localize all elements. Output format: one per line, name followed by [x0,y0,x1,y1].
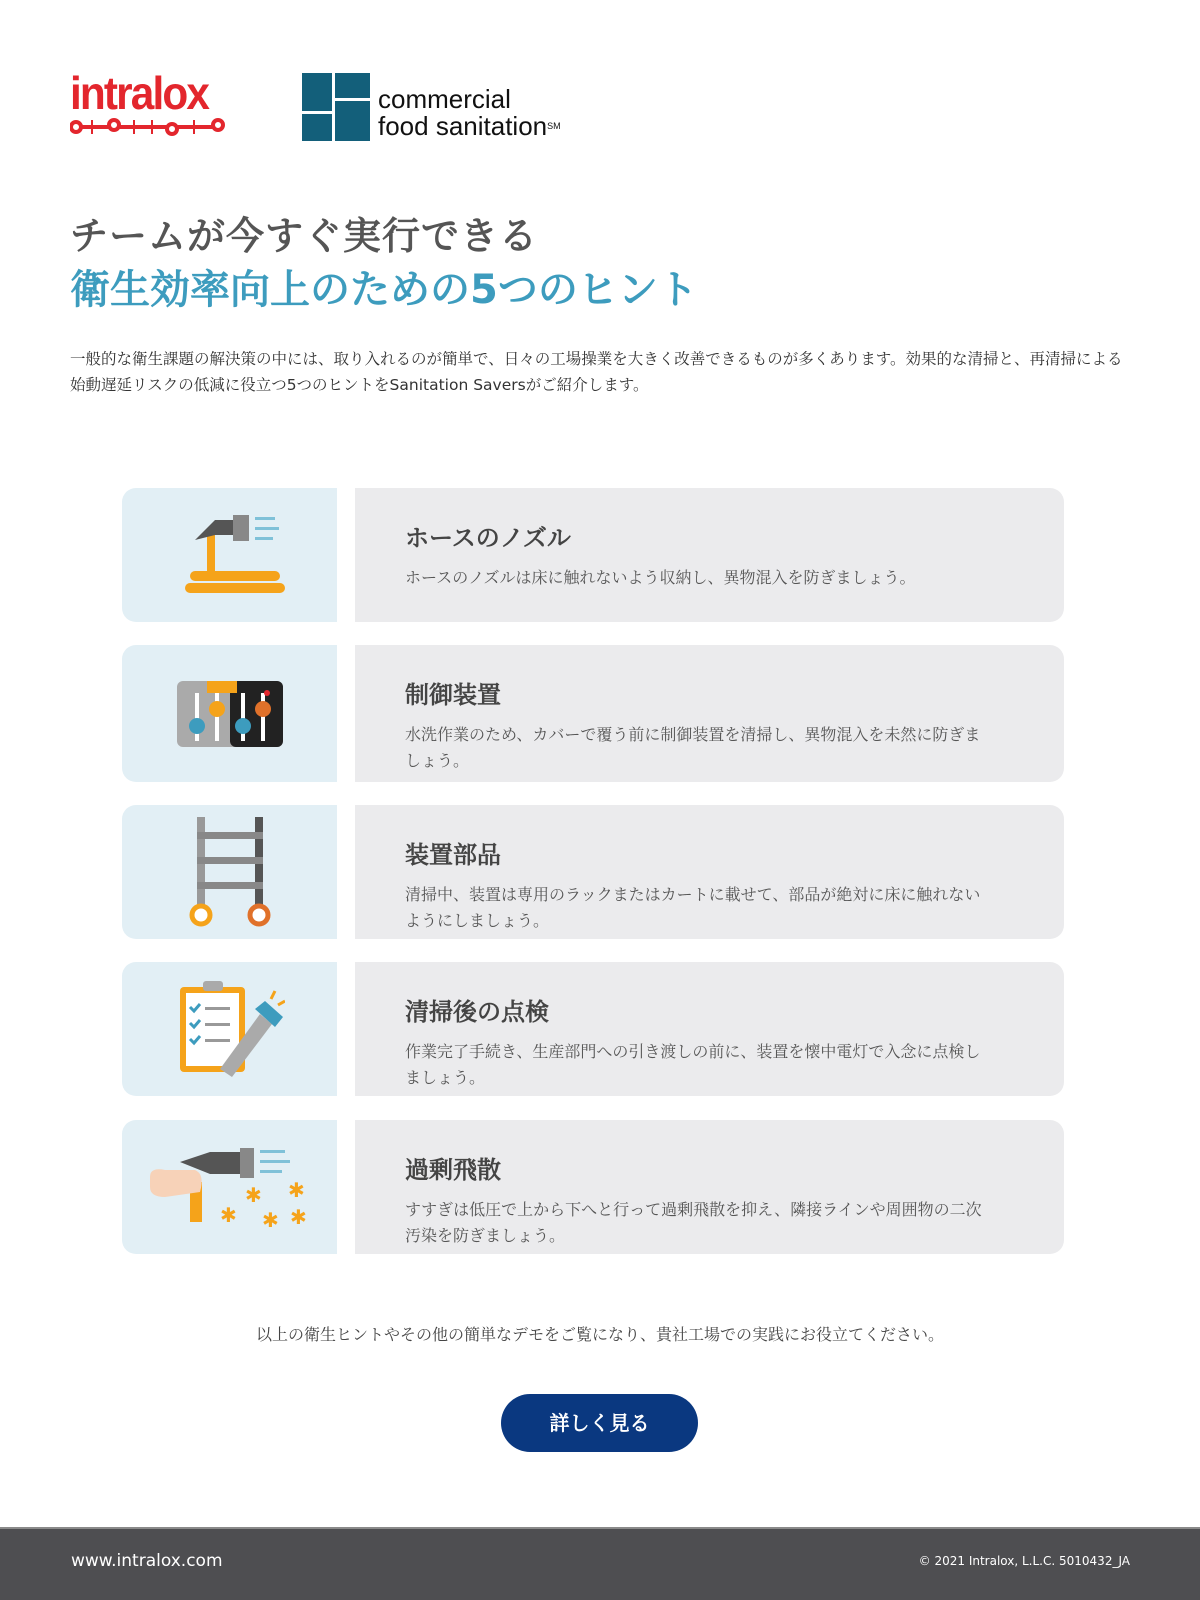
title-line-2: 衛生効率向上のための5つのヒント [70,267,698,313]
parts-rack-icon [185,817,275,927]
copyright: © 2021 Intralox, L.L.C. 5010432_JA [918,1554,1130,1568]
svg-text:✱: ✱ [261,1208,279,1232]
hose-nozzle-icon [175,505,285,605]
tip-card: 装置部品 清掃中、装置は専用のラックまたはカートに載せて、部品が絶対に床に触れないようにしましょう。 [122,805,1064,939]
learn-more-button[interactable]: 詳しく見る [501,1394,698,1452]
svg-text:✱: ✱ [244,1183,262,1207]
website-link[interactable]: www.intralox.com [71,1551,223,1571]
chain-icon [70,116,230,138]
tip-card: ホースのノズル ホースのノズルは床に触れないよう収納し、異物混入を防ぎましょう。 [122,488,1064,622]
outro-text: 以上の衛生ヒントやその他の簡単なデモをご覧になり、貴社工場での実践にお役立てください。 [255,1325,944,1344]
tip-card: 制御装置 水洗作業のため、カバーで覆う前に制御装置を清掃し、異物混入を未然に防ぎましょう。 [122,645,1064,782]
commercial-food-sanitation-logo: commercial food sanitation℠ [302,72,561,142]
tip-card: 清掃後の点検 作業完了手続き、生産部門への引き渡しの前に、装置を懐中電灯で入念に点検しましょう。 [122,962,1064,1096]
svg-text:✱: ✱ [289,1205,307,1229]
control-panel-icon [177,681,283,747]
title-line-1: チームが今すぐ実行できる [70,214,539,258]
spray-overspray-icon [150,1142,310,1232]
tip-card: ✱ ✱ ✱ ✱ ✱ 過剰飛散 すすぎは低圧で上から下へと行って過剰飛散を抑え、隣接ラインや周囲物の二次汚染を防ぎましょう。 [122,1120,1064,1254]
checklist-flashlight-icon [175,979,285,1079]
cfs-squares-icon [302,73,370,141]
svg-text:✱: ✱ [287,1178,305,1202]
footer [0,1527,1200,1600]
intro-text: 一般的な衛生課題の解決策の中には、取り入れるのが簡単で、日々の工場操業を大きく改善できるものが多くあります。効果的な清掃と、再清掃による始動遅延リスクの低減に役立つ5つのヒントをSanitation Saversがご紹介します。 [70,350,1123,394]
svg-text:✱: ✱ [219,1203,237,1227]
intralox-logo: intralox [70,70,235,142]
